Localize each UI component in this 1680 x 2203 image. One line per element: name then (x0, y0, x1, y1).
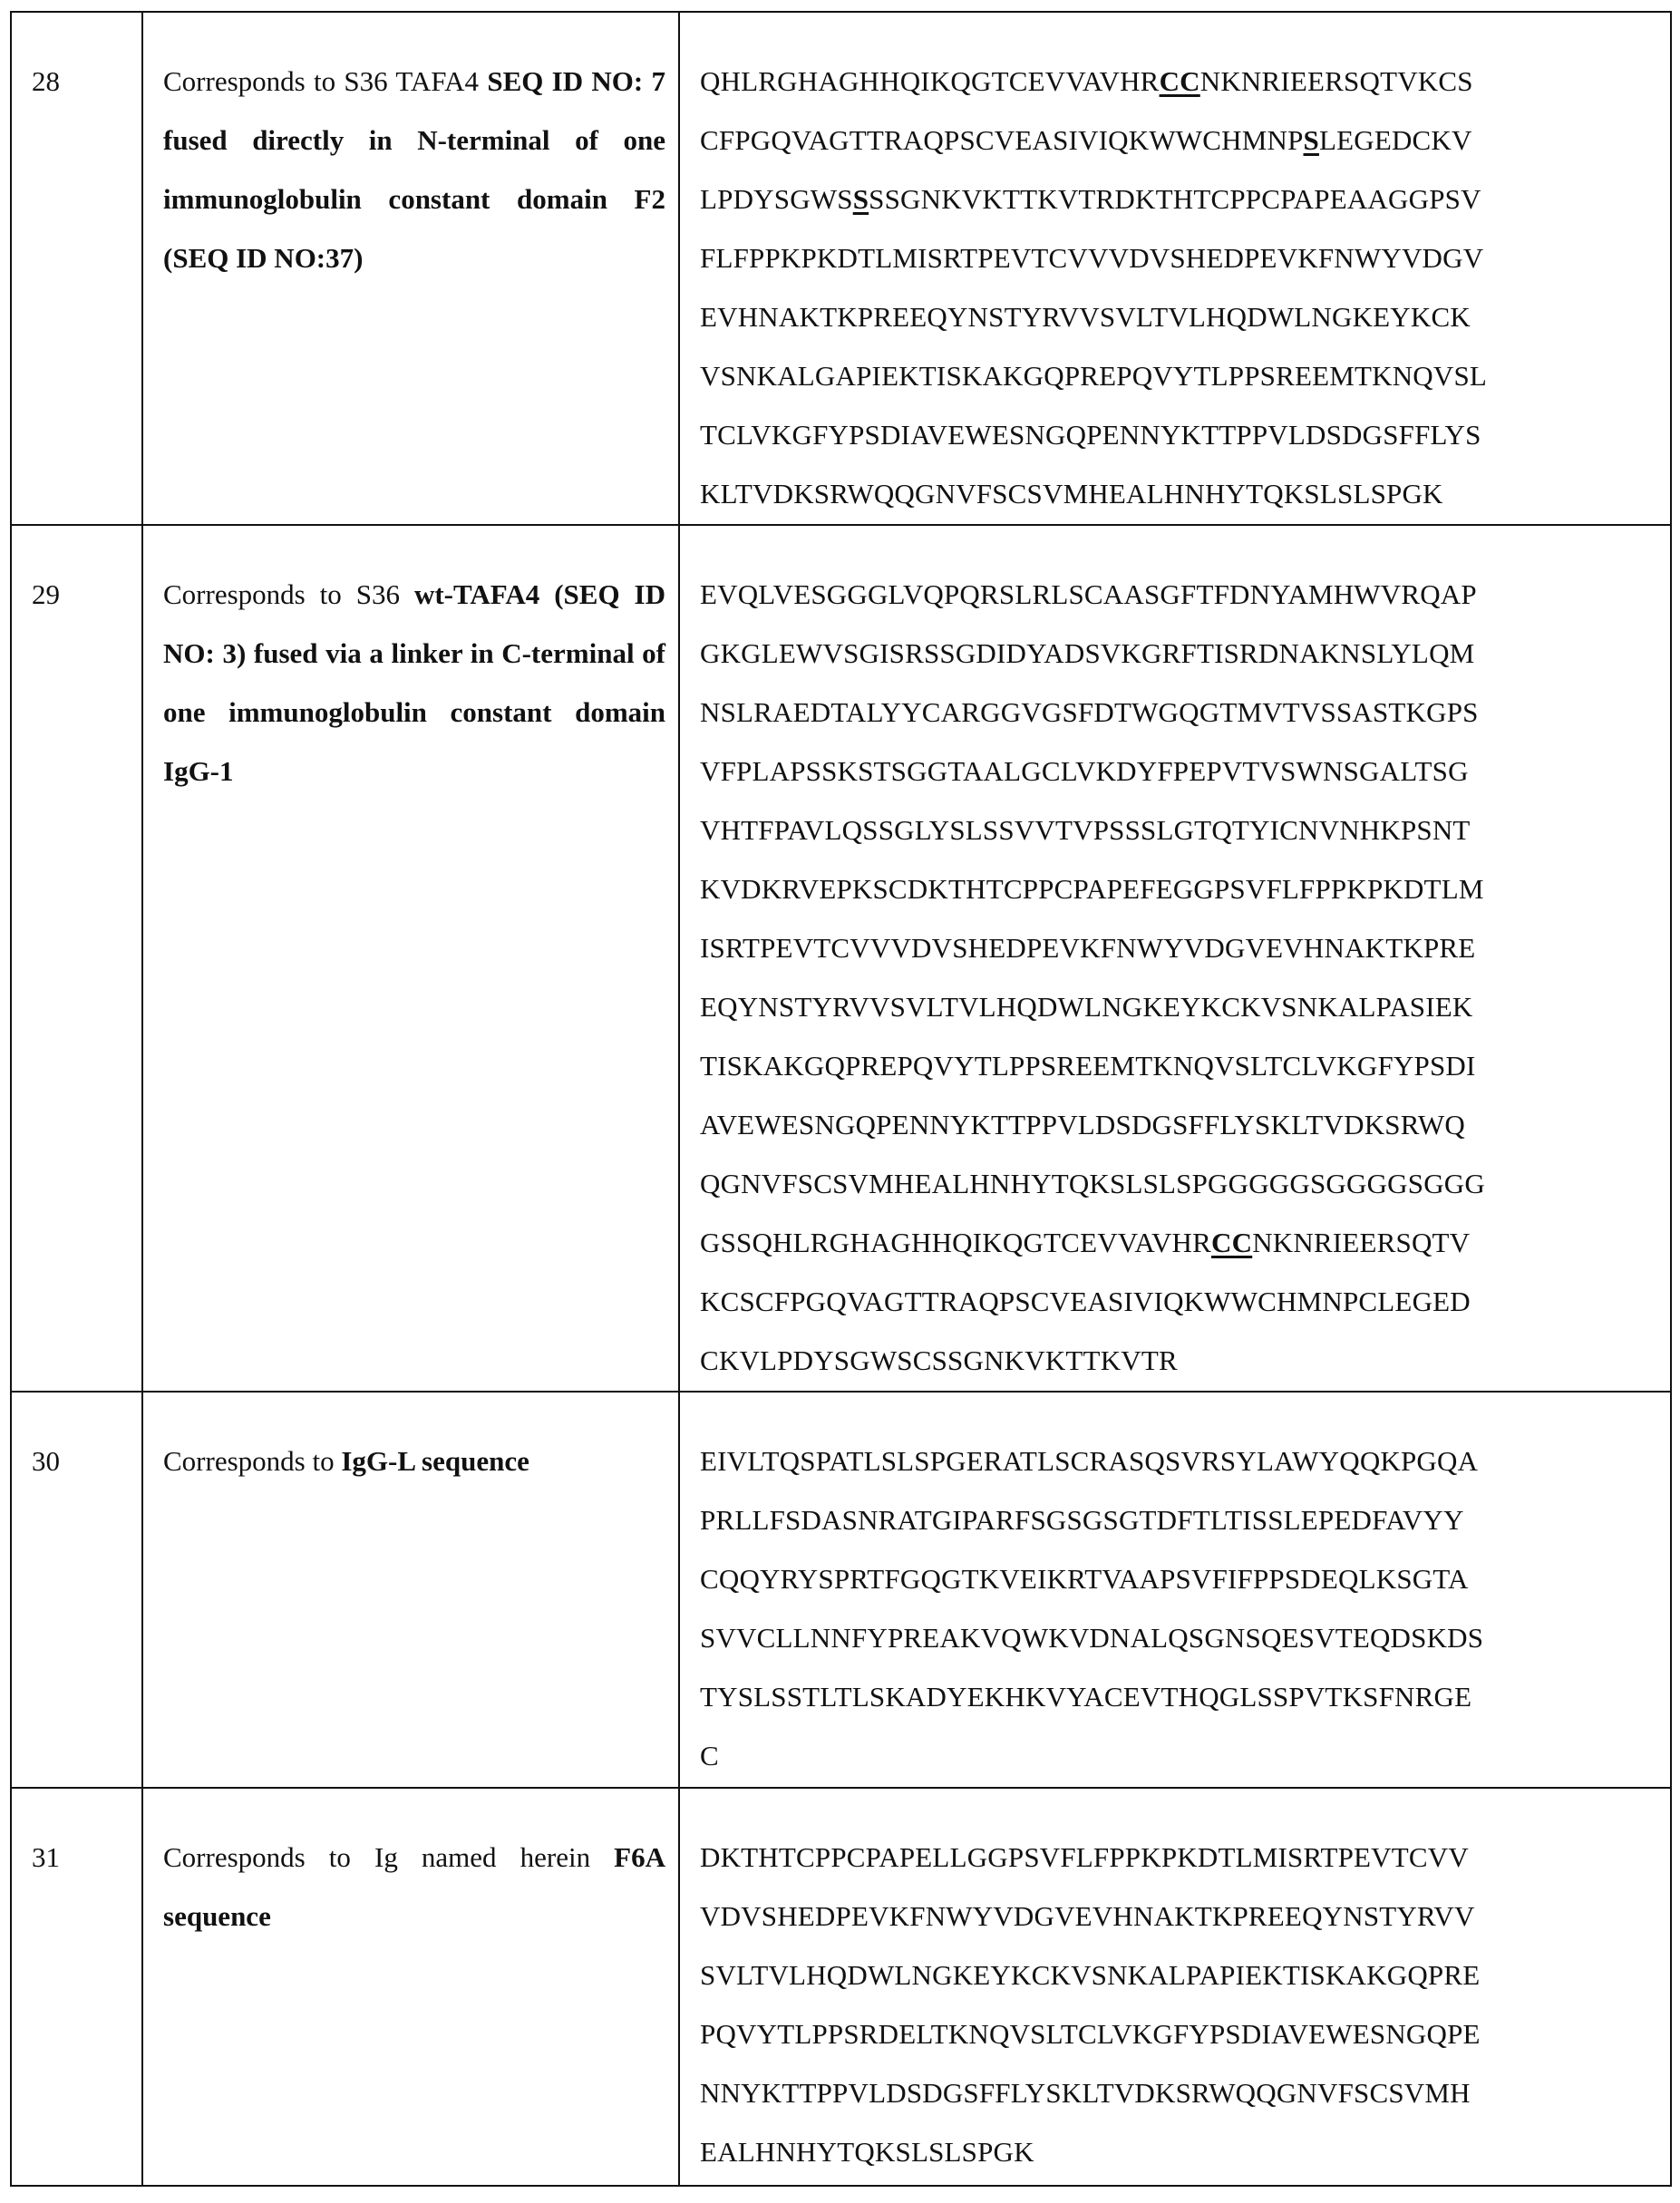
seq-id-number: 30 (32, 1445, 60, 1477)
description-plain-text: Corresponds to Ig named herein (163, 1841, 615, 1873)
sequence-line (700, 1828, 1661, 1887)
description-text (143, 526, 678, 801)
highlighted-residue: CC (1211, 1227, 1253, 1258)
sequence-segment: VSNKALGAPIEKTISKAKGQPREPQVYTLPPSREEMTKNQVSL (700, 360, 1488, 392)
sequence-table (10, 11, 1672, 2187)
sequence-segment: QHLRGHAGHHQIKQGTCEVVAVHR (700, 65, 1160, 97)
description-plain-text: Corresponds to (163, 1445, 342, 1477)
sequence-line (700, 624, 1661, 683)
sequence-line (700, 170, 1661, 228)
sequence-line (700, 1095, 1661, 1154)
description-cell (142, 1788, 679, 2186)
description-text (143, 13, 678, 287)
sequence-line (700, 1946, 1661, 2004)
sequence-line (700, 1431, 1661, 1490)
amino-acid-sequence (680, 526, 1670, 1390)
description-cell (142, 525, 679, 1392)
amino-acid-sequence (680, 1393, 1670, 1785)
seq-id-cell (11, 12, 142, 525)
sequence-line (700, 918, 1661, 977)
sequence-segment: CKVLPDYSGWSCSSGNKVKTTKVTR (700, 1344, 1178, 1376)
sequence-segment: KVDKRVEPKSCDKTHTCPPCPAPEFEGGPSVFLFPPKPKDTLM (700, 873, 1484, 905)
sequence-line (700, 2122, 1661, 2181)
seq-id-cell (11, 1392, 142, 1788)
sequence-line (700, 1154, 1661, 1213)
sequence-line (700, 346, 1661, 405)
sequence-segment: VDVSHEDPEVKFNWYVDGVEVHNAKTKPREEQYNSTYRVV (700, 1900, 1475, 1932)
description-bold-text: SEQ ID NO: 7 fused directly in N-terminal of one immunoglobulin constant domain F2 (SEQ ID NO:37) (163, 65, 665, 274)
sequence-segment: SVLTVLHQDWLNGKEYKCKVSNKALPAPIEKTISKAKGQPRE (700, 1959, 1481, 1991)
seq-id-number: 31 (32, 1841, 60, 1873)
description-bold-text: wt-TAFA4 (SEQ ID NO: 3) fused via a linker in C-terminal of one immunoglobulin constant domain IgG-1 (163, 578, 665, 787)
description-plain-text: Corresponds to S36 TAFA4 (163, 65, 488, 97)
sequence-segment: LPDYSGWS (700, 183, 853, 215)
sequence-segment: PRLLFSDASNRATGIPARFSGSGSGTDFTLTISSLEPEDFAVYY (700, 1504, 1464, 1536)
highlighted-residue: S (1303, 124, 1319, 156)
sequence-line (700, 464, 1661, 523)
sequence-line (700, 1490, 1661, 1549)
amino-acid-sequence (680, 13, 1670, 523)
sequence-line (700, 2004, 1661, 2063)
sequence-segment: GKGLEWVSGISRSSGDIDYADSVKGRFTISRDNAKNSLYLQM (700, 637, 1475, 669)
sequence-segment: KCSCFPGQVAGTTRAQPSCVEASIVIQKWWCHMNPCLEGED (700, 1286, 1471, 1317)
description-text (143, 1789, 678, 1946)
sequence-line (700, 1331, 1661, 1390)
sequence-segment: TYSLSSTLTLSKADYEKHKVYACEVTHQGLSSPVTKSFNRGE (700, 1681, 1472, 1713)
sequence-cell (679, 525, 1671, 1392)
description-bold-text: IgG-L sequence (341, 1445, 529, 1477)
sequence-line (700, 1887, 1661, 1946)
table-row (11, 1392, 1671, 1788)
sequence-line (700, 1272, 1661, 1331)
sequence-segment: KLTVDKSRWQQGNVFSCSVMHEALHNHYTQKSLSLSPGK (700, 478, 1443, 510)
sequence-segment: ISRTPEVTCVVVDVSHEDPEVKFNWYVDGVEVHNAKTKPRE (700, 932, 1476, 964)
sequence-line (700, 1667, 1661, 1726)
sequence-segment: AVEWESNGQPENNYKTTPPVLDSDGSFFLYSKLTVDKSRWQ (700, 1109, 1465, 1140)
description-cell (142, 12, 679, 525)
sequence-line (700, 1036, 1661, 1095)
sequence-line (700, 1726, 1661, 1785)
sequence-segment: TCLVKGFYPSDIAVEWESNGQPENNYKTTPPVLDSDGSFFLYS (700, 419, 1481, 451)
sequence-cell (679, 1392, 1671, 1788)
sequence-segment: NKNRIEERSQTVKCS (1199, 65, 1473, 97)
sequence-segment: VHTFPAVLQSSGLYSLSSVVTVPSSSLGTQTYICNVNHKPSNT (700, 814, 1471, 846)
sequence-segment: EIVLTQSPATLSLSPGERATLSCRASQSVRSYLAWYQQKPGQA (700, 1445, 1479, 1477)
sequence-segment: EQYNSTYRVVSVLTVLHQDWLNGKEYKCKVSNKALPASIEK (700, 991, 1473, 1023)
table-row (11, 525, 1671, 1392)
sequence-segment: NNYKTTPPVLDSDGSFFLYSKLTVDKSRWQQGNVFSCSVMH (700, 2077, 1471, 2109)
sequence-segment: C (700, 1740, 719, 1771)
highlighted-residue: S (852, 183, 869, 215)
sequence-segment: NKNRIEERSQTV (1252, 1227, 1471, 1258)
amino-acid-sequence (680, 1789, 1670, 2181)
sequence-line (700, 742, 1661, 801)
description-cell (142, 1392, 679, 1788)
sequence-line (700, 1608, 1661, 1667)
sequence-segment: NSLRAEDTALYYCARGGVGSFDTWGQGTMVTVSSASTKGPS (700, 696, 1479, 728)
seq-id-cell (11, 525, 142, 1392)
seq-id-number: 29 (32, 578, 60, 610)
seq-id-number: 28 (32, 65, 60, 97)
sequence-segment: EALHNHYTQKSLSLSPGK (700, 2136, 1034, 2168)
sequence-line (700, 801, 1661, 859)
sequence-line (700, 1549, 1661, 1608)
sequence-line (700, 52, 1661, 111)
sequence-line (700, 2063, 1661, 2122)
sequence-segment: QGNVFSCSVMHEALHNHYTQKSLSLSPGGGGGSGGGGSGGG (700, 1168, 1485, 1199)
sequence-line (700, 565, 1661, 624)
description-text (143, 1393, 678, 1490)
sequence-segment: PQVYTLPPSRDELTKNQVSLTCLVKGFYPSDIAVEWESNGQPE (700, 2018, 1481, 2050)
sequence-segment: EVHNAKTKPREEQYNSTYRVVSVLTVLHQDWLNGKEYKCK (700, 301, 1471, 333)
sequence-line (700, 859, 1661, 918)
sequence-segment: FLFPPKPKDTLMISRTPEVTCVVVDVSHEDPEVKFNWYVDGV (700, 242, 1484, 274)
seq-id-cell (11, 1788, 142, 2186)
sequence-segment: CQQYRYSPRTFGQGTKVEIKRTVAAPSVFIFPPSDEQLKSGTA (700, 1563, 1469, 1595)
sequence-segment: DKTHTCPPCPAPELLGGPSVFLFPPKPKDTLMISRTPEVTCVV (700, 1841, 1469, 1873)
description-bold-text: F6A sequence (163, 1841, 665, 1932)
sequence-segment: SSGNKVKTTKVTRDKTHTCPPCPAPEAAGGPSV (869, 183, 1481, 215)
table-row (11, 1788, 1671, 2186)
sequence-line (700, 405, 1661, 464)
highlighted-residue: CC (1159, 65, 1200, 97)
sequence-segment: SVVCLLNNFYPREAKVQWKVDNALQSGNSQESVTEQDSKDS (700, 1622, 1484, 1654)
sequence-line (700, 683, 1661, 742)
description-plain-text: Corresponds to S36 (163, 578, 414, 610)
table-row (11, 12, 1671, 525)
sequence-line (700, 111, 1661, 170)
sequence-line (700, 287, 1661, 346)
sequence-segment: VFPLAPSSKSTSGGTAALGCLVKDYFPEPVTVSWNSGALTSG (700, 755, 1469, 787)
sequence-cell (679, 12, 1671, 525)
sequence-line (700, 228, 1661, 287)
sequence-segment: CFPGQVAGTTRAQPSCVEASIVIQKWWCHMNP (700, 124, 1304, 156)
sequence-segment: EVQLVESGGGLVQPQRSLRLSCAASGFTFDNYAMHWVRQAP (700, 578, 1477, 610)
sequence-segment: TISKAKGQPREPQVYTLPPSREEMTKNQVSLTCLVKGFYPSDI (700, 1050, 1476, 1082)
sequence-line (700, 977, 1661, 1036)
sequence-line (700, 1213, 1661, 1272)
sequence-segment: GSSQHLRGHAGHHQIKQGTCEVVAVHR (700, 1227, 1212, 1258)
sequence-cell (679, 1788, 1671, 2186)
sequence-segment: LEGEDCKV (1318, 124, 1472, 156)
